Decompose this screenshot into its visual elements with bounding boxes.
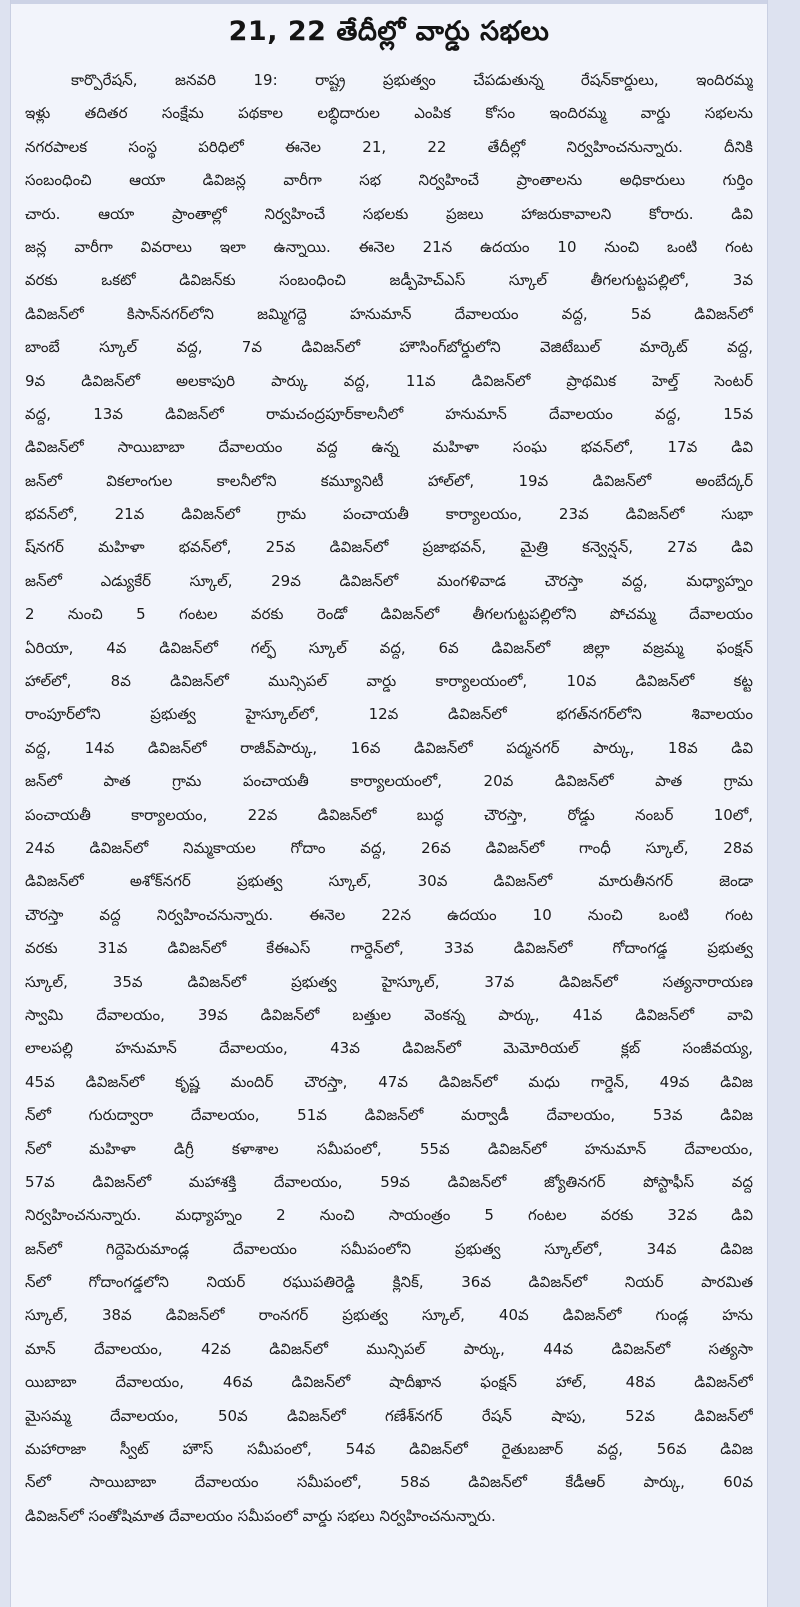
article-line: లాలపల్లి హనుమాన్ దేవాలయం, 43వ డివిజన్‌లో మెమోరియల్ క్లబ్ సంజీవయ్య,	[25, 1039, 753, 1058]
article-line: న్‌లో మహిళా డిగ్రీ కళాశాల సమీపంలో, 55వ డివిజన్‌లో హనుమాన్ దేవాలయం,	[25, 1139, 753, 1158]
article-line: జన్ల వారీగా వివరాలు ఇలా ఉన్నాయి. ఈనెల 21న ఉదయం 10 నుంచి ఒంటి గంట	[25, 237, 753, 256]
article-line: మైసమ్మ దేవాలయం, 50వ డివిజన్‌లో గణేశ్‌నగర్ రేషన్ షాపు, 52వ డివిజన్‌లో	[25, 1406, 753, 1425]
article-line: వద్ద, 13వ డివిజన్‌లో రామచంద్రపూర్‌కాలనీలో హనుమాన్ దేవాలయం వద్ద, 15వ	[25, 404, 753, 423]
article-line: బాంబే స్కూల్ వద్ద, 7వ డివిజన్‌లో హౌసింగ్‌బోర్డులోని వెజిటేబుల్ మార్కెట్ వద్ద,	[25, 338, 753, 357]
article-line: జన్‌లో గిద్దెపెరుమాండ్ల దేవాలయం సమీపంలోని ప్రభుత్వ స్కూల్‌లో, 34వ డివిజ	[25, 1239, 753, 1258]
article-line: స్వామి దేవాలయం, 39వ డివిజన్‌లో బత్తుల వెంకన్న పార్కు, 41వ డివిజన్‌లో వావి	[25, 1005, 753, 1024]
article-line: పంచాయతీ కార్యాలయం, 22వ డివిజన్‌లో బుద్ధ చౌరస్తా, రోడ్డు నంబర్ 10లో,	[25, 805, 753, 824]
article-line: స్కూల్, 35వ డివిజన్‌లో ప్రభుత్వ హైస్కూల్, 37వ డివిజన్‌లో సత్యనారాయణ	[25, 972, 753, 991]
article-line: 9వ డివిజన్‌లో అలకాపురి పార్కు వద్ద, 11వ డివిజన్‌లో ప్రాథమిక హెల్త్ సెంటర్	[25, 371, 753, 390]
article-line: డివిజన్‌లో అశోక్‌నగర్ ప్రభుత్వ స్కూల్, 30వ డివిజన్‌లో మారుతీనగర్ జెండా	[25, 872, 753, 891]
article-body	[25, 64, 753, 1599]
article-line: జన్‌లో వికలాంగుల కాలనీలోని కమ్యూనిటీ హాల్‌లో, 19వ డివిజన్‌లో అంబేద్కర్	[25, 471, 753, 490]
article-line: డివిజన్‌లో సంతోషిమాత దేవాలయం సమీపంలో వార్డు సభలు నిర్వహించనున్నారు.	[25, 1506, 496, 1525]
article-line: వద్ద, 14వ డివిజన్‌లో రాజీవ్‌పార్కు, 16వ డివిజన్‌లో పద్మనగర్ పార్కు, 18వ డివి	[25, 738, 753, 757]
article-line: యిబాబా దేవాలయం, 46వ డివిజన్‌లో షాదీఖాన ఫంక్షన్ హాల్, 48వ డివిజన్‌లో	[25, 1373, 753, 1392]
news-clipping	[10, 0, 768, 1607]
article-line: సంబంధించి ఆయా డివిజన్ల వారీగా సభ నిర్వహించే ప్రాంతాలను అధికారులు గుర్తిం	[25, 171, 753, 190]
article-line: జన్‌లో ఎడ్యుకేర్ స్కూల్, 29వ డివిజన్‌లో మంగళివాడ చౌరస్తా వద్ద, మధ్యాహ్నం	[25, 571, 753, 590]
article-line: నిర్వహించనున్నారు. మధ్యాహ్నం 2 నుంచి సాయంత్రం 5 గంటల వరకు 32వ డివి	[25, 1206, 753, 1225]
article-line: డివిజన్‌లో కిసాన్‌నగర్‌లోని జమ్మిగద్దె హనుమాన్ దేవాలయం వద్ద, 5వ డివిజన్‌లో	[25, 304, 753, 323]
article-line: 45వ డివిజన్‌లో కృష్ణ మందిర్ చౌరస్తా, 47వ డివిజన్‌లో మధు గార్డెన్, 49వ డివిజ	[25, 1072, 753, 1091]
article-line: డివిజన్‌లో సాయిబాబా దేవాలయం వద్ద ఉన్న మహిళా సంఘ భవన్‌లో, 17వ డివి	[25, 438, 753, 457]
article-line: 57వ డివిజన్‌లో మహాశక్తి దేవాలయం, 59వ డివిజన్‌లో జ్యోతినగర్ పోస్టాఫీస్ వద్ద	[25, 1172, 753, 1191]
article-line: న్‌లో గురుద్వారా దేవాలయం, 51వ డివిజన్‌లో మర్వాడీ దేవాలయం, 53వ డివిజ	[25, 1106, 753, 1125]
article-line: స్కూల్, 38వ డివిజన్‌లో రాంనగర్ ప్రభుత్వ స్కూల్, 40వ డివిజన్‌లో గుండ్ల హను	[25, 1306, 753, 1325]
article-line: ష్‌నగర్ మహిళా భవన్‌లో, 25వ డివిజన్‌లో ప్రజాభవన్, మైత్రి కన్వెన్షన్, 27వ డివి	[25, 538, 753, 557]
article-line: కార్పొరేషన్, జనవరి 19: రాష్ట్ర ప్రభుత్వం చేపడుతున్న రేషన్‌కార్డులు, ఇందిరమ్మ	[71, 71, 753, 89]
article-line: చౌరస్తా వద్ద నిర్వహించనున్నారు. ఈనెల 22న ఉదయం 10 నుంచి ఒంటి గంట	[25, 905, 753, 924]
headline: 21, 22 తేదీల్లో వార్డు సభలు	[228, 16, 550, 47]
article-line: వరకు ఒకటో డివిజన్‌కు సంబంధించి జడ్పీహెచ్ఎస్ స్కూల్ తీగలగుట్టపల్లిలో, 3వ	[25, 271, 753, 290]
article-line: జన్‌లో పాత గ్రామ పంచాయతీ కార్యాలయంలో, 20వ డివిజన్‌లో పాత గ్రామ	[25, 772, 753, 791]
top-divider	[11, 0, 767, 4]
article-line: మహారాజా స్వీట్ హౌస్ సమీపంలో, 54వ డివిజన్‌లో రైతుబజార్ వద్ద, 56వ డివిజ	[25, 1440, 753, 1459]
article-line: న్‌లో గోదాంగడ్డలోని నియర్ రఘుపతిరెడ్డి క్లినిక్, 36వ డివిజన్‌లో నియర్ పారమిత	[25, 1273, 753, 1292]
article-line: చారు. ఆయా ప్రాంతాల్లో నిర్వహించే సభలకు ప్రజలు హాజరుకావాలని కోరారు. డివి	[25, 204, 753, 223]
article-line: వరకు 31వ డివిజన్‌లో కేఈఎస్ గార్డెన్‌లో, 33వ డివిజన్‌లో గోదాంగడ్డ ప్రభుత్వ	[25, 939, 753, 958]
article-line: మాన్ దేవాలయం, 42వ డివిజన్‌లో మున్సిపల్ పార్కు, 44వ డివిజన్‌లో సత్యసా	[25, 1339, 753, 1358]
article-line: రాంపూర్‌లోని ప్రభుత్వ హైస్కూల్‌లో, 12వ డివిజన్‌లో భగత్‌నగర్‌లోని శివాలయం	[25, 705, 753, 724]
article-line: ఏరియా, 4వ డివిజన్‌లో గల్ఫ్ స్కూల్ వద్ద, 6వ డివిజన్‌లో జిల్లా వజ్రమ్మ ఫంక్షన్	[25, 638, 753, 657]
article-line: భవన్‌లో, 21వ డివిజన్‌లో గ్రామ పంచాయతీ కార్యాలయం, 23వ డివిజన్‌లో సుభా	[25, 505, 753, 524]
article-line: నగరపాలక సంస్థ పరిధిలో ఈనెల 21, 22 తేదీల్లో నిర్వహించనున్నారు. దీనికి	[25, 137, 753, 156]
article-line: 2 నుంచి 5 గంటల వరకు రెండో డివిజన్‌లో తీగలగుట్టపల్లిలోని పోచమ్మ దేవాలయం	[25, 605, 753, 624]
article-line: హాల్‌లో, 8వ డివిజన్‌లో మున్సిపల్ వార్డు కార్యాలయంలో, 10వ డివిజన్‌లో కట్ట	[25, 672, 753, 691]
article-line: 24వ డివిజన్‌లో నిమ్మకాయల గోదాం వద్ద, 26వ డివిజన్‌లో గాంధీ స్కూల్, 28వ	[25, 838, 753, 857]
article-line: న్‌లో సాయిబాబా దేవాలయం సమీపంలో, 58వ డివిజన్‌లో కేడీఆర్ పార్కు, 60వ	[25, 1473, 753, 1492]
article-line: ఇళ్లు తదితర సంక్షేమ పథకాల లబ్ధిదారుల ఎంపిక కోసం ఇందిరమ్మ వార్డు సభలను	[25, 104, 753, 123]
